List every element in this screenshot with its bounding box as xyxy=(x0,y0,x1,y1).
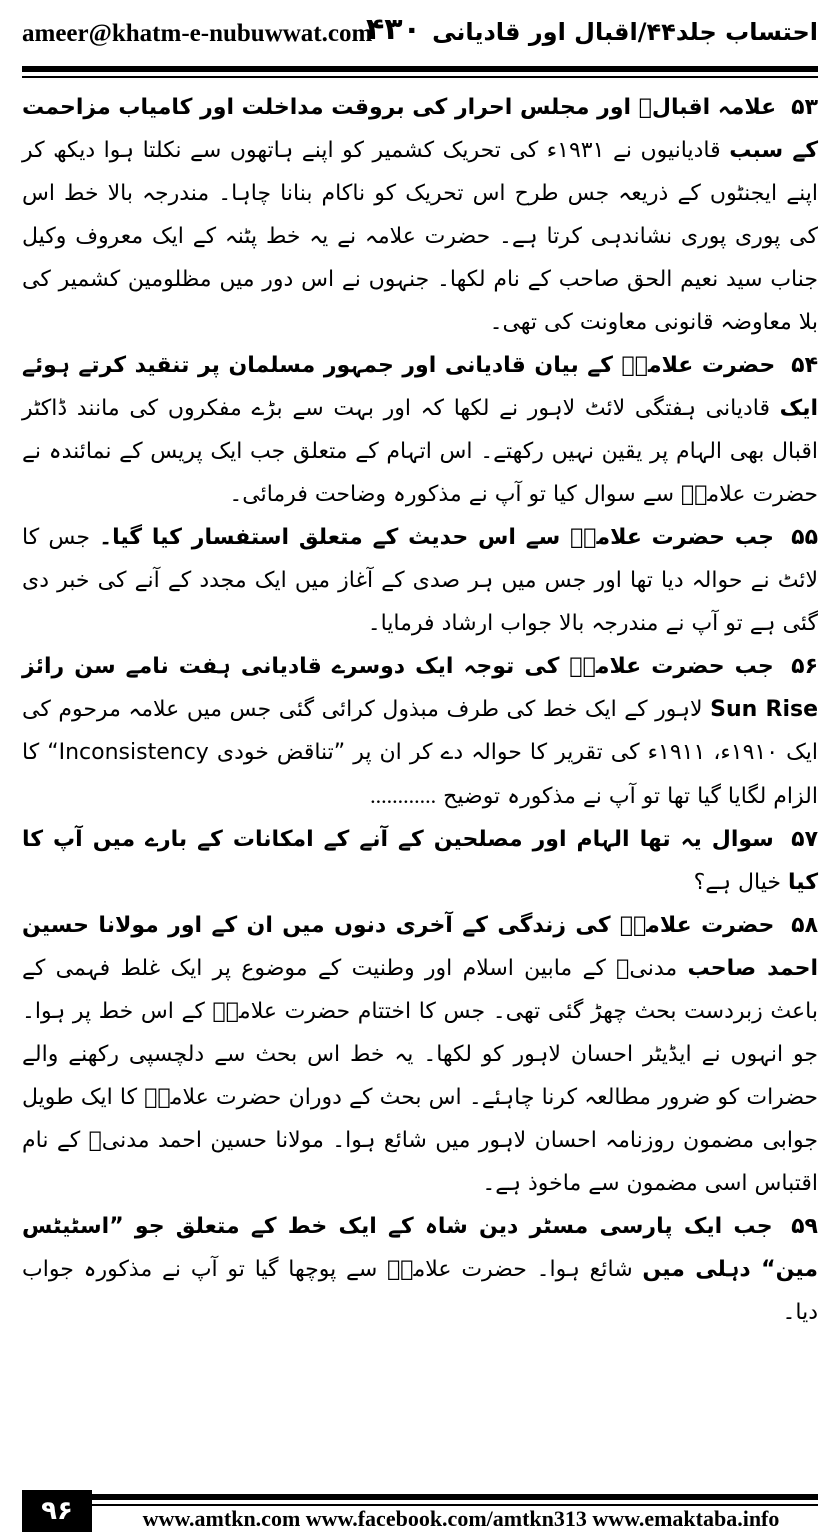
paragraph-54 xyxy=(22,344,818,516)
footer-rule-thick xyxy=(92,1494,818,1500)
header-page-number: ۴۳۰ xyxy=(366,12,421,47)
paragraph-text: قادیانی ہفتگی لائٹ لاہور نے لکھا کہ اور بہت سے بڑے مفکروں کی مانند ڈاکٹر اقبال بھی الہام پر یقین نہیں رکھتے۔ اس اتہام کے متعلق جب ایک پریس کے نمائندہ نے حضرت علامہؒ سے سوال کیا تو آپ نے مذکورہ وضاحت فرمائی۔ xyxy=(22,396,818,507)
paragraph-lead: حضرت علامہؒ کی زندگی کے آخری دنوں میں ان کے اور مولانا حسین احمد صاحب xyxy=(22,913,818,981)
paragraph-text: خیال ہے؟ xyxy=(693,870,781,895)
paragraph-lead: جب حضرت علامہؒ سے اس حدیث کے متعلق استفسار کیا گیا۔ xyxy=(99,525,774,550)
paragraph-58 xyxy=(22,904,818,1205)
paragraph-lead: جب حضرت علامہؒ کی توجہ ایک دوسرے قادیانی ہفت نامے سن رائز Sun Rise xyxy=(22,654,819,722)
paragraph-number: ۵۳ xyxy=(791,95,818,120)
paragraph-text: جس کا لائٹ نے حوالہ دیا تھا اور جس میں ہر صدی کے آغاز میں ایک مجدد کے آنے کی خبر دی گئی ہے تو آپ نے مندرجہ بالا جواب ارشاد فرمایا۔ xyxy=(22,525,818,636)
paragraph-55 xyxy=(22,516,818,645)
page-header xyxy=(22,6,818,66)
paragraph-number: ۵۵ xyxy=(791,525,819,550)
header-email: ameer@khatm-e-nubuwwat.com xyxy=(22,20,373,47)
paragraph-text: قادیانیوں نے ۱۹۳۱ء کی تحریک کشمیر کو اپنے ہاتھوں سے نکلتا ہوا دیکھ کر اپنے ایجنٹوں کے ذریعہ جس طرح اس تحریک کو ناکام بنانا چاہا۔ مندرجہ بالا خط اس کی پوری پوری نشاندہی کرتا ہے۔ حضرت علامہ نے یہ خط پٹنہ کے ایک معروف وکیل جناب سید نعیم الحق صاحب کے نام لکھا۔ جنہوں نے اس دور میں مظلومین کشمیر کی بلا معاوضہ قانونی معاونت کی تھی۔ xyxy=(22,138,818,335)
page-footer xyxy=(22,1490,818,1532)
paragraph-lead: سوال یہ تھا الہام اور مصلحین کے آنے کے امکانات کے بارے میں آپ کا کیا xyxy=(22,827,818,895)
paragraph-number: ۵۴ xyxy=(791,353,818,378)
header-book-title: احتساب جلد۴۴/اقبال اور قادیانی xyxy=(432,18,818,46)
paragraph-ellipsis: ............ xyxy=(370,783,437,808)
paragraph-number: ۵۶ xyxy=(791,654,818,679)
paragraph-59 xyxy=(22,1205,818,1334)
paragraph-number: ۵۷ xyxy=(791,827,818,852)
footer-links: www.amtkn.com www.facebook.com/amtkn313 www.emaktaba.info xyxy=(142,1506,780,1531)
paragraph-lead: علامہ اقبالؒ اور مجلس احرار کی بروقت مداخلت اور کامیاب مزاحمت کے سبب xyxy=(22,95,819,163)
page-body xyxy=(22,86,818,1448)
paragraph-number: ۵۹ xyxy=(791,1214,818,1239)
paragraph-text: مدنیؒ کے مابین اسلام اور وطنیت کے موضوع پر ایک غلط فہمی کے باعث زبردست بحث چھڑ گئی تھی۔ جس کا اختتام حضرت علامہؒ کے اس خط پر ہوا۔ جو انہوں نے ایڈیٹر احسان لاہور کو لکھا۔ یہ خط اس بحث سے دلچسپی رکھنے والے حضرات کو ضرور مطالعہ کرنا چاہئے۔ اس بحث کے دوران حضرت علامہؒ کا ایک طویل جوابی مضمون روزنامہ احسان لاہور میں شائع ہوا۔ مولانا حسین احمد مدنیؒ کے نام اقتباس اسی مضمون سے ماخوذ ہے۔ xyxy=(22,956,818,1196)
paragraph-53 xyxy=(22,86,818,344)
paragraph-lead: حضرت علامہؒ کے بیان قادیانی اور جمہور مسلمان پر تنقید کرتے ہوئے ایک xyxy=(22,353,818,421)
paragraph-56 xyxy=(22,645,818,818)
header-rule-thick xyxy=(22,66,818,72)
paragraph-text: شائع ہوا۔ حضرت علامہؒ سے پوچھا گیا تو آپ نے مذکورہ جواب دیا۔ xyxy=(22,1257,818,1325)
footer-page-number: ۹۶ xyxy=(22,1490,92,1532)
paragraph-text: لاہور کے ایک خط کی طرف مبذول کرائی گئی جس میں علامہ مرحوم کی ایک ۱۹۱۰ء، ۱۹۱۱ء کی تقریر کا حوالہ دے کر ان پر ”تناقض خودی Inconsistency“ کا الزام لگایا گیا تھا تو آپ نے مذکورہ توضیح xyxy=(22,697,818,809)
paragraph-number: ۵۸ xyxy=(791,913,818,938)
paragraph-57 xyxy=(22,818,818,904)
paragraph-lead: جب ایک پارسی مسٹر دین شاہ کے ایک خط کے متعلق جو ”اسٹیٹس مین“ دہلی میں xyxy=(22,1214,818,1282)
header-rule-thin xyxy=(22,76,818,78)
